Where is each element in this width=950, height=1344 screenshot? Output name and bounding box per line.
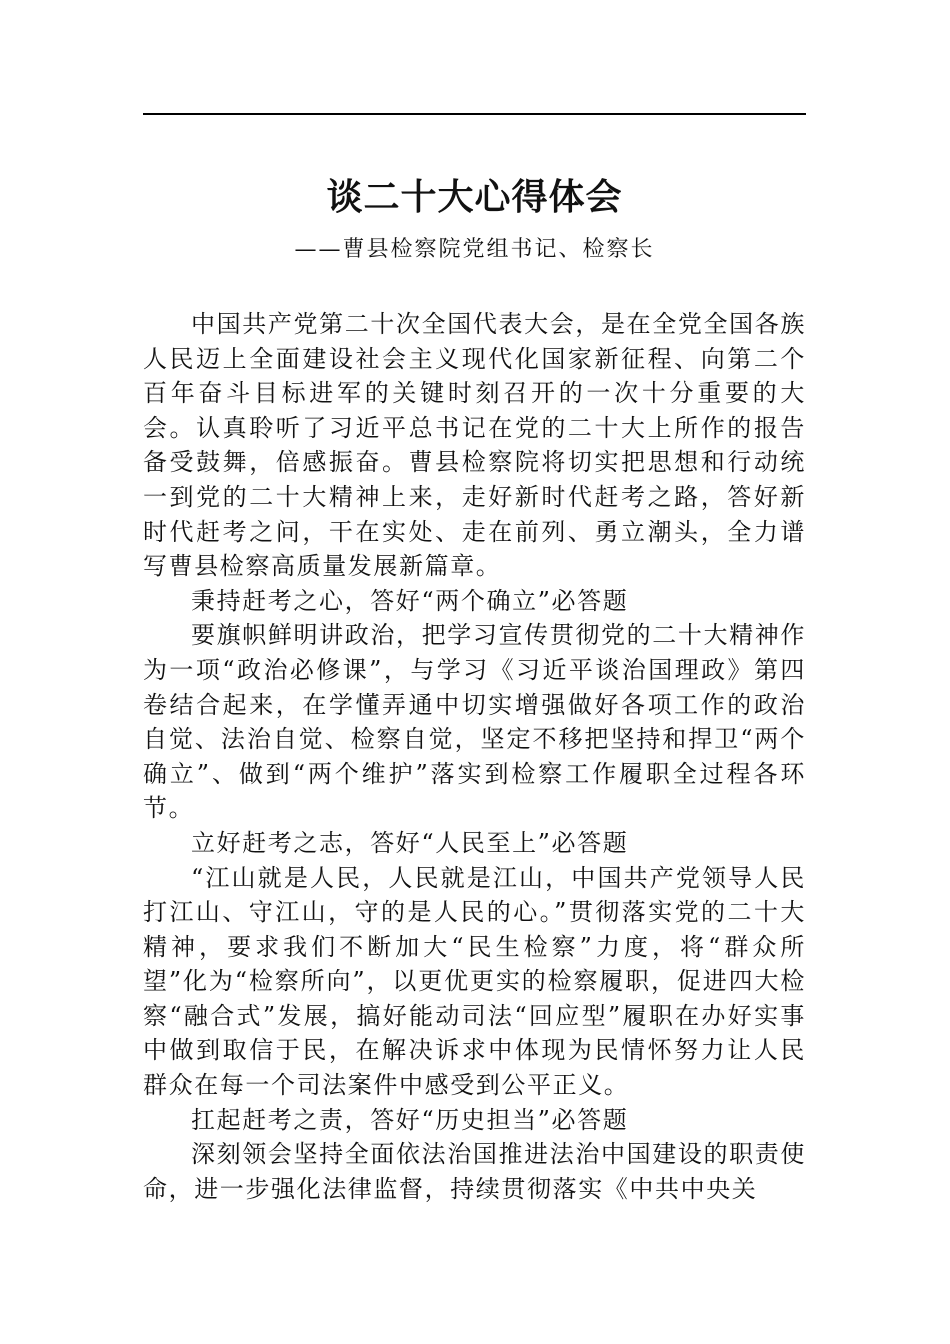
- section-heading: 秉持赶考之心，答好“两个确立”必答题: [191, 586, 629, 615]
- section-heading: 扛起赶考之责，答好“历史担当”必答题: [191, 1105, 629, 1134]
- section-heading: 立好赶考之志，答好“人民至上”必答题: [191, 828, 629, 857]
- header-rule: [143, 113, 806, 115]
- document-title: 谈二十大心得体会: [326, 176, 623, 218]
- body-paragraph: 要旗帜鲜明讲政治，把学习宣传贯彻党的二十大精神作为一项“政治必修课”，与学习《习近平谈治国理政》第四卷结合起来，在学懂弄通中切实增强做好各项工作的政治自觉、法治自觉、检察自觉，坚定不移把坚持和捍卫“两个确立”、做到“两个维护”落实到检察工作履职全过程各环节。: [143, 621, 806, 823]
- body-paragraph: “江山就是人民，人民就是江山，中国共产党领导人民打江山、守江山，守的是人民的心。”贯彻落实党的二十大精神，要求我们不断加大“民生检察”力度，将“群众所望”化为“检察所向”，以更优更实的检察履职，促进四大检察“融合式”发展，搞好能动司法“回应型”履职在办好实事中做到取信于民，在解决诉求中体现为民情怀努力让人民群众在每一个司法案件中感受到公平正义。: [143, 863, 806, 1100]
- intro-paragraph: 中国共产党第二十次全国代表大会，是在全党全国各族人民迈上全面建设社会主义现代化国家新征程、向第二个百年奋斗目标进军的关键时刻召开的一次十分重要的大会。认真聆听了习近平总书记在党的二十大上所作的报告备受鼓舞，倍感振奋。曹县检察院将切实把思想和行动统一到党的二十大精神上来，走好新时代赶考之路，答好新时代赶考之问，干在实处、走在前列、勇立潮头，全力谱写曹县检察高质量发展新篇章。: [143, 310, 806, 581]
- body-paragraph: 深刻领会坚持全面依法治国推进法治中国建设的职责使命，进一步强化法律监督，持续贯彻落实《中共中央关: [143, 1140, 806, 1203]
- document-body: [143, 307, 806, 1206]
- document-subtitle: ——曹县检察院党组书记、检察长: [294, 237, 655, 262]
